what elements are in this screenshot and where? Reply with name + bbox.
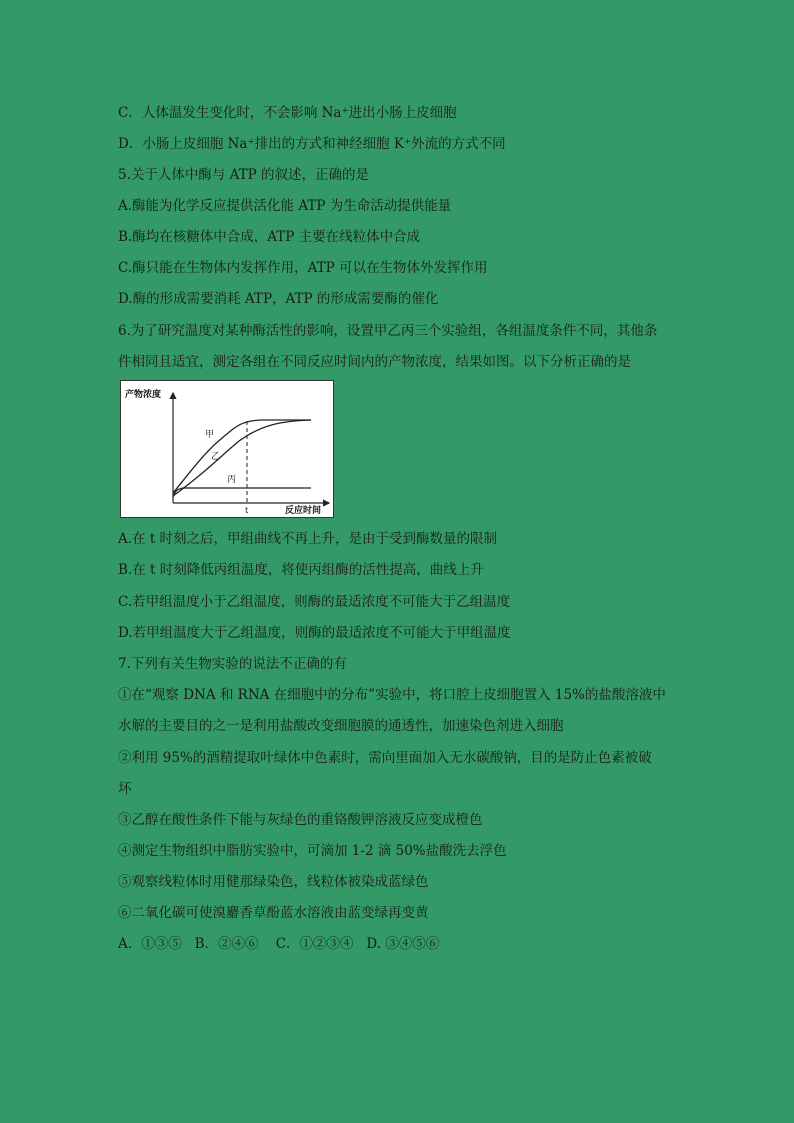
label-jia: 甲 bbox=[205, 430, 215, 440]
statement-5: ⑤观察线粒体时用健那绿染色，线粒体被染成蓝绿色 bbox=[118, 874, 429, 890]
option-d-q6: D.若甲组温度大于乙组温度，则酶的最适浓度不可能大于甲组温度 bbox=[118, 625, 511, 641]
option-c-q5: C.酶只能在生物体内发挥作用，ATP 可以在生物体外发挥作用 bbox=[118, 260, 488, 276]
statement-2-line-2: 坏 bbox=[118, 781, 132, 797]
question-7: 7.下列有关生物实验的说法不正确的有 bbox=[118, 656, 347, 672]
statement-2-line-1: ②利用 95%的酒精提取叶绿体中色素时，需向里面加入无水碳酸钠，目的是防止色素被破 bbox=[118, 750, 652, 766]
curve-jia bbox=[173, 420, 311, 493]
statement-1-line-2: 水解的主要目的之一是利用盐酸改变细胞膜的通透性，加速染色剂进入细胞 bbox=[118, 718, 564, 734]
option-a-q6: A.在 t 时刻之后，甲组曲线不再上升，是由于受到酶数量的限制 bbox=[118, 531, 498, 547]
answer-choices-q7: A．①③⑤ B．②④⑥ C．①②③④ D. ③④⑤⑥ bbox=[118, 936, 440, 952]
product-concentration-figure bbox=[120, 380, 334, 518]
statement-6: ⑥二氧化碳可使溴麝香草酚蓝水溶液由蓝变绿再变黄 bbox=[118, 905, 429, 921]
statement-1-line-1: ①在“观察 DNA 和 RNA 在细胞中的分布”实验中，将口腔上皮细胞置入 15%的盐酸溶液中 bbox=[118, 687, 666, 703]
option-b-q5: B.酶均在核糖体中合成，ATP 主要在线粒体中合成 bbox=[118, 229, 421, 245]
option-c-q4: C．人体温发生变化时，不会影响 Na⁺进出小肠上皮细胞 bbox=[118, 105, 457, 121]
label-yi: 乙 bbox=[211, 452, 221, 462]
x-axis-label: 反应时间 bbox=[285, 506, 322, 516]
curve-bing bbox=[173, 488, 311, 497]
question-5: 5.关于人体中酶与 ATP 的叙述，正确的是 bbox=[118, 167, 370, 183]
option-b-q6: B.在 t 时刻降低丙组温度，将使丙组酶的活性提高，曲线上升 bbox=[118, 562, 484, 578]
option-d-q4: D．小肠上皮细胞 Na⁺排出的方式和神经细胞 K⁺外流的方式不同 bbox=[118, 136, 506, 152]
statement-4: ④测定生物组织中脂肪实验中，可滴加 1-2 滴 50%盐酸洗去浮色 bbox=[118, 843, 507, 859]
option-a-q5: A.酶能为化学反应提供活化能 ATP 为生命活动提供能量 bbox=[118, 198, 452, 214]
question-6-line-2: 件相同且适宜，测定各组在不同反应时间内的产物浓度，结果如图。以下分析正确的是 bbox=[118, 354, 631, 370]
label-bing: 丙 bbox=[227, 475, 237, 485]
curve-yi bbox=[173, 420, 311, 496]
option-c-q6: C.若甲组温度小于乙组温度，则酶的最适浓度不可能大于乙组温度 bbox=[118, 594, 511, 610]
y-axis-label: 产物浓度 bbox=[125, 390, 162, 400]
t-label: t bbox=[245, 506, 249, 515]
option-d-q5: D.酶的形成需要消耗 ATP，ATP 的形成需要酶的催化 bbox=[118, 291, 439, 307]
question-6-line-1: 6.为了研究温度对某种酶活性的影响，设置甲乙丙三个实验组，各组温度条件不同，其他条 bbox=[118, 323, 658, 339]
statement-3: ③乙醇在酸性条件下能与灰绿色的重铬酸钾溶液反应变成橙色 bbox=[118, 812, 483, 828]
figure-graph bbox=[121, 381, 333, 517]
